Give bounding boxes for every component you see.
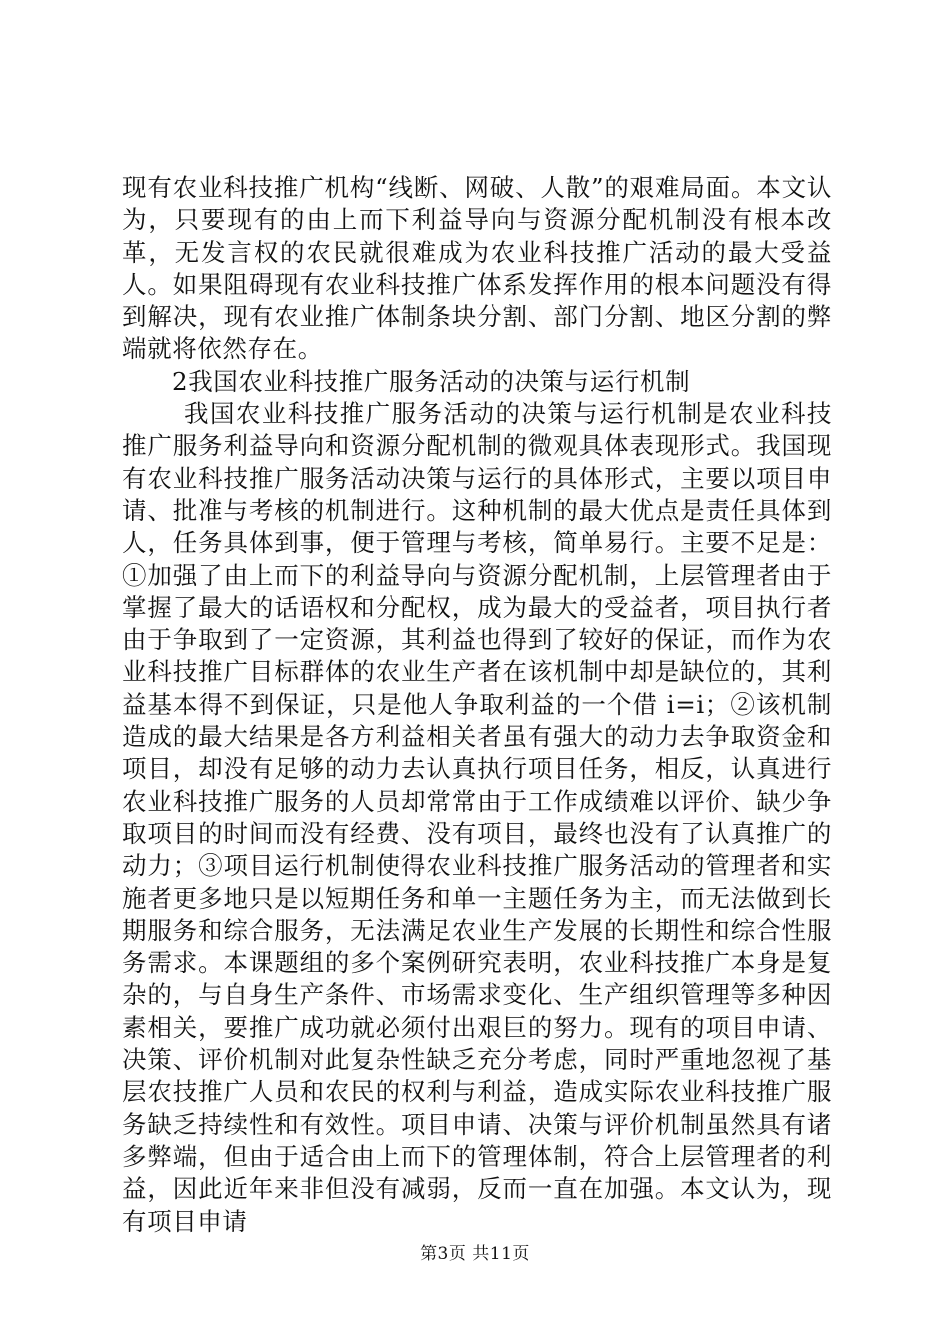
document-body <box>122 172 832 1238</box>
section-heading: 2我国农业科技推广服务活动的决策与运行机制 <box>172 366 691 396</box>
paragraph-continuation: 现有农业科技推广机构“线断、网破、人散”的艰难局面。本文认为，只要现有的由上而下利益导向与资源分配机制没有根本改革，无发言权的农民就很难成为农业科技推广活动的最大受益人。如果阻碍现有农业科技推广体系发挥作用的根本问题没有得到解决，现有农业推广体制条块分割、部门分割、地区分割的弊端就将依然存在。 <box>122 173 832 364</box>
paragraph-mechanism: 我国农业科技推广服务活动的决策与运行机制是农业科技推广服务利益导向和资源分配机制的微观具体表现形式。我国现有农业科技推广服务活动决策与运行的具体形式，主要以项目申请、批准与考核的机制进行。这种机制的最大优点是责任具体到人，任务具体到事，便于管理与考核，简单易行。主要不足是：①加强了由上而下的利益导向与资源分配机制，上层管理者由于掌握了最大的话语权和分配权，成为最大的受益者，项目执行者由于争取到了一定资源，其利益也得到了较好的保证，而作为农业科技推广目标群体的农业生产者在该机制中却是缺位的，其利益基本得不到保证，只是他人争取利益的一个借 i=i；②该机制造成的最大结果是各方利益相关者虽有强大的动力去争取资金和项目，却没有足够的动力去认真执行项目任务，相反，认真进行农业科技推广服务的人员却常常由于工作成绩难以评价、缺少争取项目的时间而没有经费、没有项目，最终也没有了认真推广的动力；③项目运行机制使得农业科技推广服务活动的管理者和实施者更多地只是以短期任务和单一主题任务为主，而无法做到长期服务和综合服务，无法满足农业生产发展的长期性和综合性服务需求。本课题组的多个案例研究表明，农业科技推广本身是复杂的，与自身生产条件、市场需求变化、生产组织管理等多种因素相关，要推广成功就必须付出艰巨的努力。现有的项目申请、决策、评价机制对此复杂性缺乏充分考虑，同时严重地忽视了基层农技推广人员和农民的权利与利益，造成实际农业科技推广服务缺乏持续性和有效性。项目申请、决策与评价机制虽然具有诸多弊端，但由于适合由上而下的管理体制，符合上层管理者的利益，因此近年来非但没有减弱，反而一直在加强。本文认为，现有项目申请 <box>122 399 832 1236</box>
page-number: 第3页 共11页 <box>420 1244 530 1264</box>
page-footer <box>0 1244 950 1264</box>
